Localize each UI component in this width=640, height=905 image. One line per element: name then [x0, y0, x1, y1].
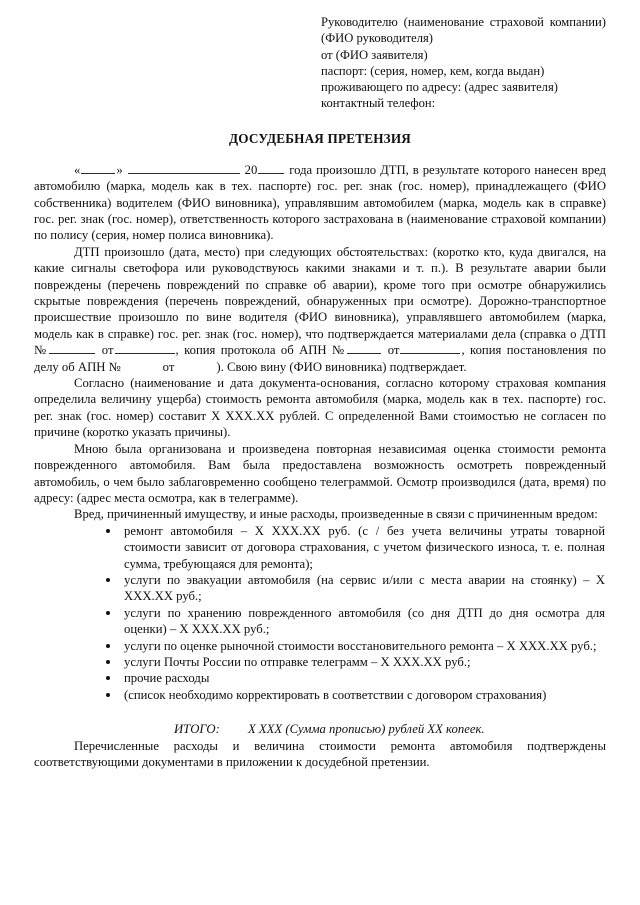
claim-text: услуги по хранению поврежденного автомобиля (со дня ДТП до дня осмотра для оценки) – X XXX.XX руб.; [124, 605, 605, 637]
total-label: ИТОГО: [174, 722, 220, 737]
list-item [124, 605, 606, 638]
addressee-line-5: проживающего по адресу: (адрес заявителя) [321, 80, 558, 95]
addressee-line-2: (ФИО руководителя) [321, 31, 433, 46]
paragraph-insurer-estimate: Согласно (наименование и дата документа-основания, согласно которому страховая компания определила величину ущерба) стоимость ремонта автомобиля (марка, модель как в тех. паспорте) гос. рег. знак (гос. номер) составит X XXX.XX рублей. С определенной Вами стоимостью не согласен по причине (коротко указать причины). [34, 376, 606, 440]
document-body [34, 162, 606, 771]
p2-text-b: от [101, 343, 114, 358]
blank-dtp-date[interactable] [115, 342, 175, 354]
list-item [124, 687, 606, 703]
claim-text: прочие расходы [124, 671, 210, 686]
bullet-icon [106, 693, 110, 697]
paragraph-incident-details [34, 244, 606, 375]
addressee-line-1: Руководителю (наименование страховой компании) [321, 15, 606, 29]
bullet-icon [106, 676, 110, 680]
blank-apn-protocol-date[interactable] [400, 342, 460, 354]
addressee-line-3: от (ФИО заявителя) [321, 47, 428, 62]
claim-text: услуги Почты России по отправке телеграмм – X XXX.XX руб.; [124, 654, 471, 669]
bullet-icon [106, 644, 110, 648]
claims-list [34, 523, 606, 703]
p2-text-f: от [162, 359, 175, 374]
paragraph-closing: Перечисленные расходы и величина стоимости ремонта автомобиля подтверждены соответствующими документами в приложении к досудебной претензии. [34, 738, 606, 769]
claim-text: (список необходимо корректировать в соответствии с договором страхования) [124, 687, 547, 702]
bullet-icon [106, 611, 110, 615]
p2-text-g: ). Свою вину (ФИО виновника) подтверждает. [216, 359, 467, 374]
bullet-icon [106, 529, 110, 533]
p2-text-c: , копия протокола об АПН № [175, 343, 347, 358]
p2-text-d: от [387, 343, 400, 358]
addressee-line-4: паспорт: (серия, номер, кем, когда выдан) [321, 63, 545, 78]
list-item [124, 638, 606, 654]
paragraph-damages-intro: Вред, причиненный имуществу, и иные расходы, произведенные в связи с причиненным вредом: [74, 507, 598, 522]
paragraph-incident-intro [34, 162, 606, 244]
blank-dtp-number[interactable] [49, 342, 95, 354]
total-value: X XXX (Сумма прописью) рублей XX копеек. [248, 722, 485, 737]
blank-year[interactable] [258, 162, 284, 174]
blank-apn-resolution-number[interactable] [122, 360, 162, 371]
p1-quote-open: « [74, 162, 81, 177]
bullet-icon [106, 578, 110, 582]
claim-text: услуги по эвакуации автомобиля (на сервис и/или с места аварии на стоянку) – X XXX.XX руб.; [124, 572, 605, 604]
blank-month[interactable] [128, 162, 240, 174]
list-item [124, 572, 606, 605]
claim-text: ремонт автомобиля – X XXX.XX руб. (с / без учета величины утраты товарной стоимости зависит от договора страхования, с учетом физического износа, т. е. полная сумма, требующаяся для ремонта); [124, 523, 605, 571]
list-item [124, 654, 606, 670]
blank-day[interactable] [81, 162, 115, 174]
list-item [124, 523, 606, 572]
addressee-line-6: контактный телефон: [321, 96, 436, 111]
p2-text-a: ДТП произошло (дата, место) при следующих обстоятельствах: (коротко кто, куда двигался, на какие сигналы светофора или руководствуюсь какими знаками и т. п.). В результате аварии были повреждены (перечень повреждений по справке об аварии), кроме того при осмотре обнаружились скрытые повреждения (перечень повреждений, обнаруженных при осмотре). Дорожно-транспортное происшествие произошло по вине водителя (ФИО виновника), управлявшего автомобилем (марка, модель как в справке) гос. рег. знак (гос. номер), что подтверждается материалами дела (справка о ДТП № [34, 244, 606, 358]
total-row [34, 721, 606, 737]
addressee-block [321, 14, 606, 112]
bullet-icon [106, 660, 110, 664]
p1-year-prefix: 20 [244, 162, 258, 177]
p1-quote-close: » [116, 162, 123, 177]
p2-text-e: , копия постановления по делу об АПН № [34, 343, 607, 374]
document-title: ДОСУДЕБНАЯ ПРЕТЕНЗИЯ [228, 130, 412, 146]
claim-text: услуги по оценке рыночной стоимости восстановительного ремонта – X XXX.XX руб.; [124, 638, 597, 653]
blank-apn-resolution-date[interactable] [175, 360, 215, 371]
blank-apn-protocol-number[interactable] [347, 342, 381, 354]
list-item [124, 670, 606, 686]
p1-main-text: года произошло ДТП, в результате которого нанесен вред автомобилю (марка, модель как в тех. паспорте) гос. рег. знак (гос. номер), принадлежащего (ФИО собственника) водителем (ФИО виновника), управлявшим автомобилем (марка, модель как в справке) гос. рег. знак (гос. номер), ответственность которого застрахована в (наименование страховой компании) по полису (серия, номер полиса виновника). [34, 162, 606, 243]
paragraph-independent-appraisal: Мною была организована и произведена повторная независимая оценка стоимости ремонта поврежденного автомобиля. Вам была предоставлена возможность осмотреть поврежденный автомобиль, о чем было заблаговременно сообщено телеграммой. Осмотр производился (дата, время) по адресу: (адрес места осмотра, как в телеграмме). [34, 441, 606, 505]
